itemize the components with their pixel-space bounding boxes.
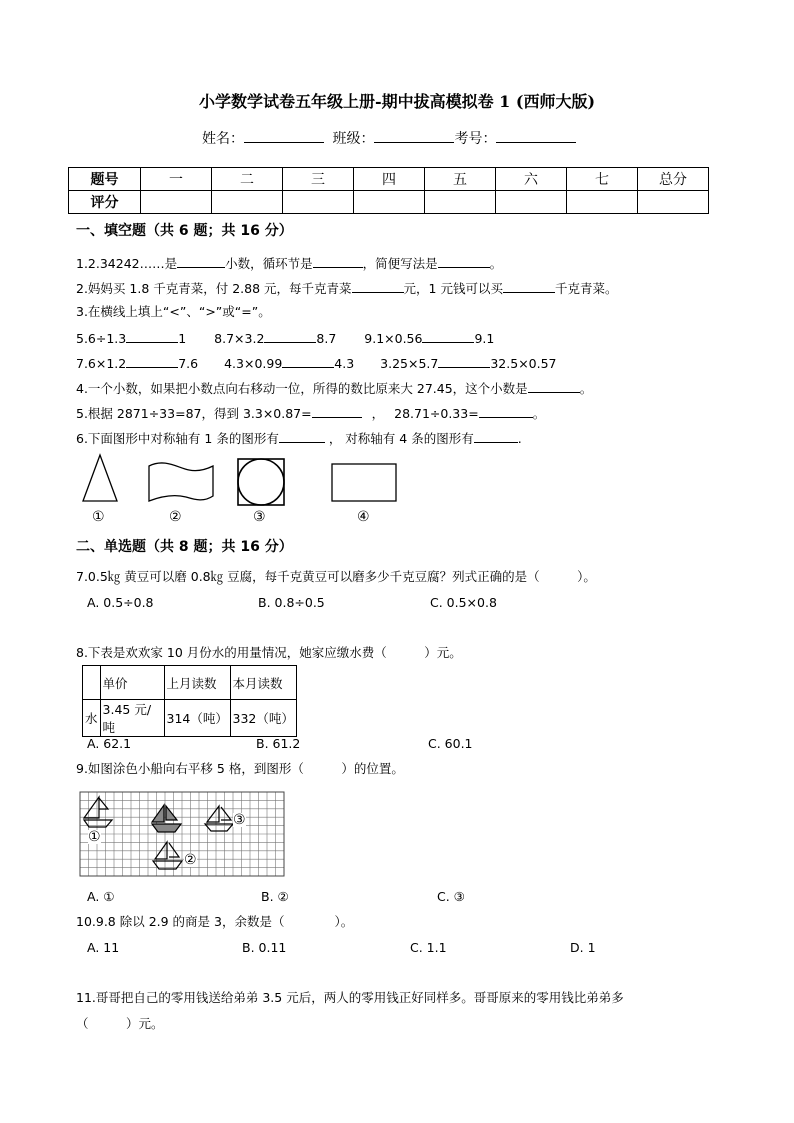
q10-option-d[interactable]: D. 1 (570, 940, 596, 955)
q9-option-b[interactable]: B. ② (261, 889, 289, 904)
q8-option-c[interactable]: C. 60.1 (428, 736, 473, 751)
q1-text-d: 。 (489, 256, 503, 271)
q5-text-b: ， (371, 406, 385, 421)
grid-label-1: ① (88, 829, 101, 845)
shape-label-3: ③ (253, 509, 266, 525)
class-label: 班级： (332, 131, 375, 147)
q9-option-a[interactable]: A. ① (87, 889, 115, 904)
question-11-line-1: 11.哥哥把自己的零用钱送给弟弟 3.5 元后，两人的零用钱正好同样多。哥哥原来的零用钱比弟弟多 (76, 990, 624, 1005)
boat-2 (153, 842, 182, 869)
score-row-label: 评分 (69, 191, 141, 214)
score-header-cell: 一 (141, 168, 212, 191)
score-header-cell: 二 (212, 168, 283, 191)
q1-text-c: ，简便写法是 (362, 256, 438, 271)
q10-option-a[interactable]: A. 11 (87, 940, 120, 955)
q2-text-a: 2.妈妈买 1.8 千克青菜，付 2.88 元，每千克青菜 (76, 281, 352, 296)
exam-label: 考号： (454, 131, 497, 147)
table-cell: 单价 (100, 666, 164, 700)
q4-text-a: 4.一个小数，如果把小数点向右移动一位，所得的数比原来大 27.45，这个小数是 (76, 381, 528, 396)
q3-expr: 4.3×0.99 (224, 356, 283, 371)
table-cell: 本月读数 (230, 666, 296, 700)
table-cell: 上月读数 (164, 666, 230, 700)
q10-option-b[interactable]: B. 0.11 (242, 940, 287, 955)
q3-expr: 4.3 (334, 356, 355, 371)
shape-label-2: ② (169, 509, 182, 525)
q1-text-b: 小数，循环节是 (225, 256, 313, 271)
score-header-cell: 题号 (69, 168, 141, 191)
q1-text-a: 1.2.34242……是 (76, 256, 178, 271)
name-label: 姓名： (202, 131, 244, 147)
q6-text-c: . (517, 431, 522, 446)
table-cell: 3.45 元/吨 (100, 700, 164, 737)
q3-expr: 32.5×0.57 (490, 356, 557, 371)
question-9: 9.如图涂色小船向右平移 5 格，到图形（ ）的位置。 (76, 761, 404, 776)
q3-expr: 7.6×1.2 (76, 356, 127, 371)
q4-text-b: 。 (579, 381, 593, 396)
q3-expr: 8.7 (316, 331, 337, 346)
q6-text-b: ， 对称轴有 4 条的图形有 (328, 431, 474, 446)
q3-expr: 3.25×5.7 (380, 356, 439, 371)
score-header-cell: 六 (496, 168, 567, 191)
q3-expr: 8.7×3.2 (214, 331, 265, 346)
shape-label-4: ④ (357, 509, 370, 525)
q3-expr: 5.6÷1.3 (76, 331, 127, 346)
q3-expr: 1 (178, 331, 187, 346)
score-header-cell: 总分 (638, 168, 709, 191)
question-11-line-2: （ ）元。 (76, 1016, 164, 1031)
q7-option-a[interactable]: A. 0.5÷0.8 (87, 595, 154, 610)
question-10: 10.9.8 除以 2.9 的商是 3，余数是（ ）。 (76, 914, 354, 929)
shape-label-1: ① (92, 509, 105, 525)
q5-text-c: 28.71÷0.33= (394, 406, 479, 421)
grid-label-2: ② (184, 852, 197, 868)
q5-text-a: 5.根据 2871÷33=87，得到 3.3×0.87= (76, 406, 312, 421)
q7-option-b[interactable]: B. 0.8÷0.5 (258, 595, 325, 610)
page-title: 小学数学试卷五年级上册-期中拔高模拟卷 1 (西师大版) (198, 92, 596, 111)
q3-expr: 9.1 (474, 331, 495, 346)
score-header-cell: 四 (354, 168, 425, 191)
q3-expr: 7.6 (178, 356, 199, 371)
grid-label-3: ③ (233, 812, 246, 828)
question-8: 8.下表是欢欢家 10 月份水的用量情况，她家应缴水费（ ）元。 (76, 645, 462, 660)
score-header-cell: 七 (567, 168, 638, 191)
q6-text-a: 6.下面图形中对称轴有 1 条的图形有 (76, 431, 279, 446)
q9-option-c[interactable]: C. ③ (437, 889, 465, 904)
q2-text-b: 元，1 元钱可以买 (403, 281, 503, 296)
q7-option-c[interactable]: C. 0.5×0.8 (430, 595, 497, 610)
q8-option-a[interactable]: A. 62.1 (87, 736, 132, 751)
q5-text-d: 。 (532, 406, 546, 421)
question-7: 7.0.5㎏ 黄豆可以磨 0.8㎏ 豆腐，每千克黄豆可以磨多少千克豆腐？列式正确的是（ ）。 (76, 569, 596, 584)
question-3: 3.在横线上填上“<”、“>”或“=”。 (76, 304, 271, 319)
grid-lines (80, 792, 284, 876)
boat-3 (205, 806, 233, 831)
table-cell: 332（吨） (230, 700, 296, 737)
q2-text-c: 千克青菜。 (554, 281, 618, 296)
section-1-title: 一、填空题（共 6 题；共 16 分） (76, 223, 293, 239)
table-cell: 314（吨） (164, 700, 230, 737)
section-2-title: 二、单选题（共 8 题；共 16 分） (76, 539, 293, 555)
table-cell: 水 (83, 700, 101, 737)
q10-option-c[interactable]: C. 1.1 (410, 940, 447, 955)
score-header-cell: 三 (283, 168, 354, 191)
score-header-cell: 五 (425, 168, 496, 191)
q8-option-b[interactable]: B. 61.2 (256, 736, 301, 751)
q3-expr: 9.1×0.56 (364, 331, 423, 346)
